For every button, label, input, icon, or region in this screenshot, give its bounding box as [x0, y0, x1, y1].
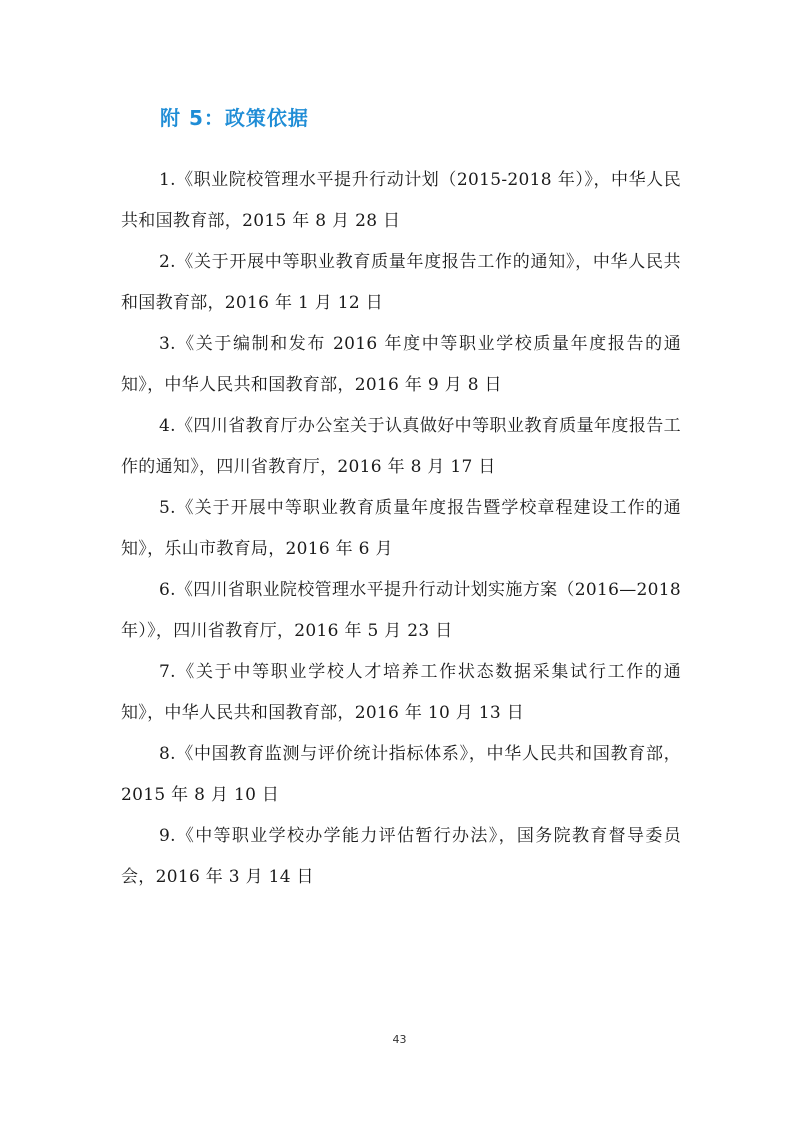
- list-item: 9.《中等职业学校办学能力评估暂行办法》，国务院教育督导委员会，2016 年 3 月 14 日: [121, 826, 681, 887]
- list-item: 1.《职业院校管理水平提升行动计划（2015-2018 年）》，中华人民共和国教育部，2015 年 8 月 28 日: [121, 170, 681, 231]
- list-item: 2.《关于开展中等职业教育质量年度报告工作的通知》，中华人民共和国教育部，2016 年 1 月 12 日: [121, 252, 681, 313]
- page-number: 43: [392, 1033, 407, 1046]
- section-heading: 附 5：政策依据: [160, 106, 309, 130]
- list-item: 3.《关于编制和发布 2016 年度中等职业学校质量年度报告的通知》，中华人民共和国教育部，2016 年 9 月 8 日: [121, 334, 681, 395]
- list-item: 4.《四川省教育厅办公室关于认真做好中等职业教育质量年度报告工作的通知》，四川省教育厅，2016 年 8 月 17 日: [121, 416, 681, 477]
- list-item: 5.《关于开展中等职业教育质量年度报告暨学校章程建设工作的通知》，乐山市教育局，2016 年 6 月: [121, 498, 681, 559]
- list-item: 8.《中国教育监测与评价统计指标体系》，中华人民共和国教育部，2015 年 8 月 10 日: [121, 744, 681, 805]
- policy-reference-list: [121, 160, 681, 898]
- list-item: 7.《关于中等职业学校人才培养工作状态数据采集试行工作的通知》，中华人民共和国教育部，2016 年 10 月 13 日: [121, 662, 681, 723]
- list-item: 6.《四川省职业院校管理水平提升行动计划实施方案（2016—2018 年）》，四川省教育厅，2016 年 5 月 23 日: [121, 580, 681, 641]
